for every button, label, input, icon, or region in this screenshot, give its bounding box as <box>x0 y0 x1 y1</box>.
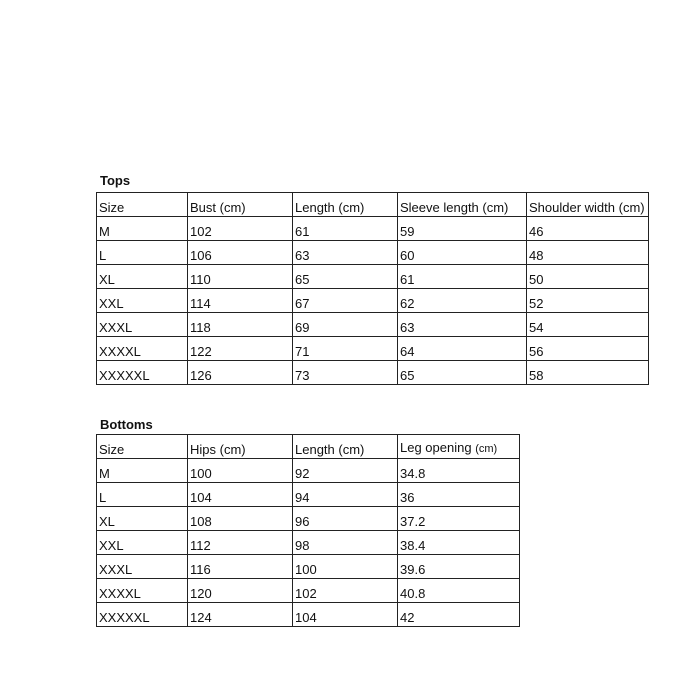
table-cell: 54 <box>527 313 649 337</box>
table-cell: L <box>97 483 188 507</box>
table-row <box>97 483 520 507</box>
table-cell: 114 <box>188 289 293 313</box>
table-cell: M <box>97 459 188 483</box>
table-cell: 65 <box>293 265 398 289</box>
table-cell: XXXL <box>97 555 188 579</box>
bottoms-header-cell <box>188 435 293 459</box>
table-cell: 59 <box>398 217 527 241</box>
table-cell: XXXXXL <box>97 361 188 385</box>
table-cell: 58 <box>527 361 649 385</box>
table-cell: 73 <box>293 361 398 385</box>
table-row <box>97 313 649 337</box>
tops-header-label: Size <box>99 200 125 215</box>
table-row <box>97 555 520 579</box>
table-row <box>97 265 649 289</box>
bottoms-header-label: Size <box>99 442 125 457</box>
table-cell: 122 <box>188 337 293 361</box>
tops-header-label: Shoulder width (cm) <box>529 200 645 215</box>
tops-header-cell <box>398 193 527 217</box>
table-cell: 112 <box>188 531 293 555</box>
table-cell: XXXXL <box>97 337 188 361</box>
table-cell: XXXXXL <box>97 603 188 627</box>
table-cell: 39.6 <box>398 555 520 579</box>
table-cell: 126 <box>188 361 293 385</box>
table-cell: 63 <box>293 241 398 265</box>
table-cell: 118 <box>188 313 293 337</box>
table-cell: 48 <box>527 241 649 265</box>
table-cell: 94 <box>293 483 398 507</box>
table-cell: 96 <box>293 507 398 531</box>
table-cell: XXL <box>97 289 188 313</box>
tops-header-label: Length (cm) <box>295 200 365 215</box>
table-cell: 106 <box>188 241 293 265</box>
tops-header-label: Sleeve length (cm) <box>400 200 509 215</box>
table-cell: 65 <box>398 361 527 385</box>
tops-size-table <box>96 192 649 385</box>
table-row <box>97 361 649 385</box>
table-cell: 71 <box>293 337 398 361</box>
table-cell: 50 <box>527 265 649 289</box>
table-cell: 61 <box>293 217 398 241</box>
table-cell: 100 <box>293 555 398 579</box>
table-cell: XXXL <box>97 313 188 337</box>
bottoms-section-title: Bottoms <box>100 417 153 432</box>
table-cell: 124 <box>188 603 293 627</box>
table-cell: 46 <box>527 217 649 241</box>
tops-header-cell <box>527 193 649 217</box>
table-row <box>97 289 649 313</box>
table-cell: 116 <box>188 555 293 579</box>
table-row <box>97 459 520 483</box>
table-cell: 62 <box>398 289 527 313</box>
table-cell: 37.2 <box>398 507 520 531</box>
table-cell: 34.8 <box>398 459 520 483</box>
tops-header-cell <box>188 193 293 217</box>
table-cell: 102 <box>188 217 293 241</box>
table-cell: 104 <box>188 483 293 507</box>
bottoms-header-cell <box>293 435 398 459</box>
tops-header-label: Bust (cm) <box>190 200 246 215</box>
table-cell: 120 <box>188 579 293 603</box>
table-cell: 61 <box>398 265 527 289</box>
table-cell: XXL <box>97 531 188 555</box>
table-cell: M <box>97 217 188 241</box>
table-cell: 60 <box>398 241 527 265</box>
table-row <box>97 337 649 361</box>
table-cell: 42 <box>398 603 520 627</box>
table-cell: 67 <box>293 289 398 313</box>
table-cell: 98 <box>293 531 398 555</box>
table-cell: 36 <box>398 483 520 507</box>
table-cell: 38.4 <box>398 531 520 555</box>
bottoms-header-row <box>97 435 520 459</box>
bottoms-header-cell <box>97 435 188 459</box>
tops-section-title: Tops <box>100 173 131 188</box>
table-cell: XL <box>97 265 188 289</box>
table-cell: 104 <box>293 603 398 627</box>
bottoms-header-label: Length (cm) <box>295 442 365 457</box>
bottoms-header-cell <box>398 435 520 459</box>
table-cell: 40.8 <box>398 579 520 603</box>
table-cell: 108 <box>188 507 293 531</box>
bottoms-header-label: Hips (cm) <box>190 442 246 457</box>
bottoms-header-label: Leg opening <box>400 440 472 455</box>
table-cell: 64 <box>398 337 527 361</box>
table-row <box>97 579 520 603</box>
tops-header-cell <box>293 193 398 217</box>
table-cell: 110 <box>188 265 293 289</box>
table-cell: 56 <box>527 337 649 361</box>
table-cell: L <box>97 241 188 265</box>
tops-header-row <box>97 193 649 217</box>
table-cell: 102 <box>293 579 398 603</box>
table-row <box>97 217 649 241</box>
table-row <box>97 241 649 265</box>
table-cell: XXXXL <box>97 579 188 603</box>
leg-opening-unit: (cm) <box>475 443 498 455</box>
table-cell: 52 <box>527 289 649 313</box>
table-cell: 100 <box>188 459 293 483</box>
table-cell: XL <box>97 507 188 531</box>
table-row <box>97 507 520 531</box>
tops-header-cell <box>97 193 188 217</box>
table-row <box>97 603 520 627</box>
table-cell: 69 <box>293 313 398 337</box>
table-cell: 92 <box>293 459 398 483</box>
table-row <box>97 531 520 555</box>
table-cell: 63 <box>398 313 527 337</box>
bottoms-size-table <box>96 434 520 627</box>
